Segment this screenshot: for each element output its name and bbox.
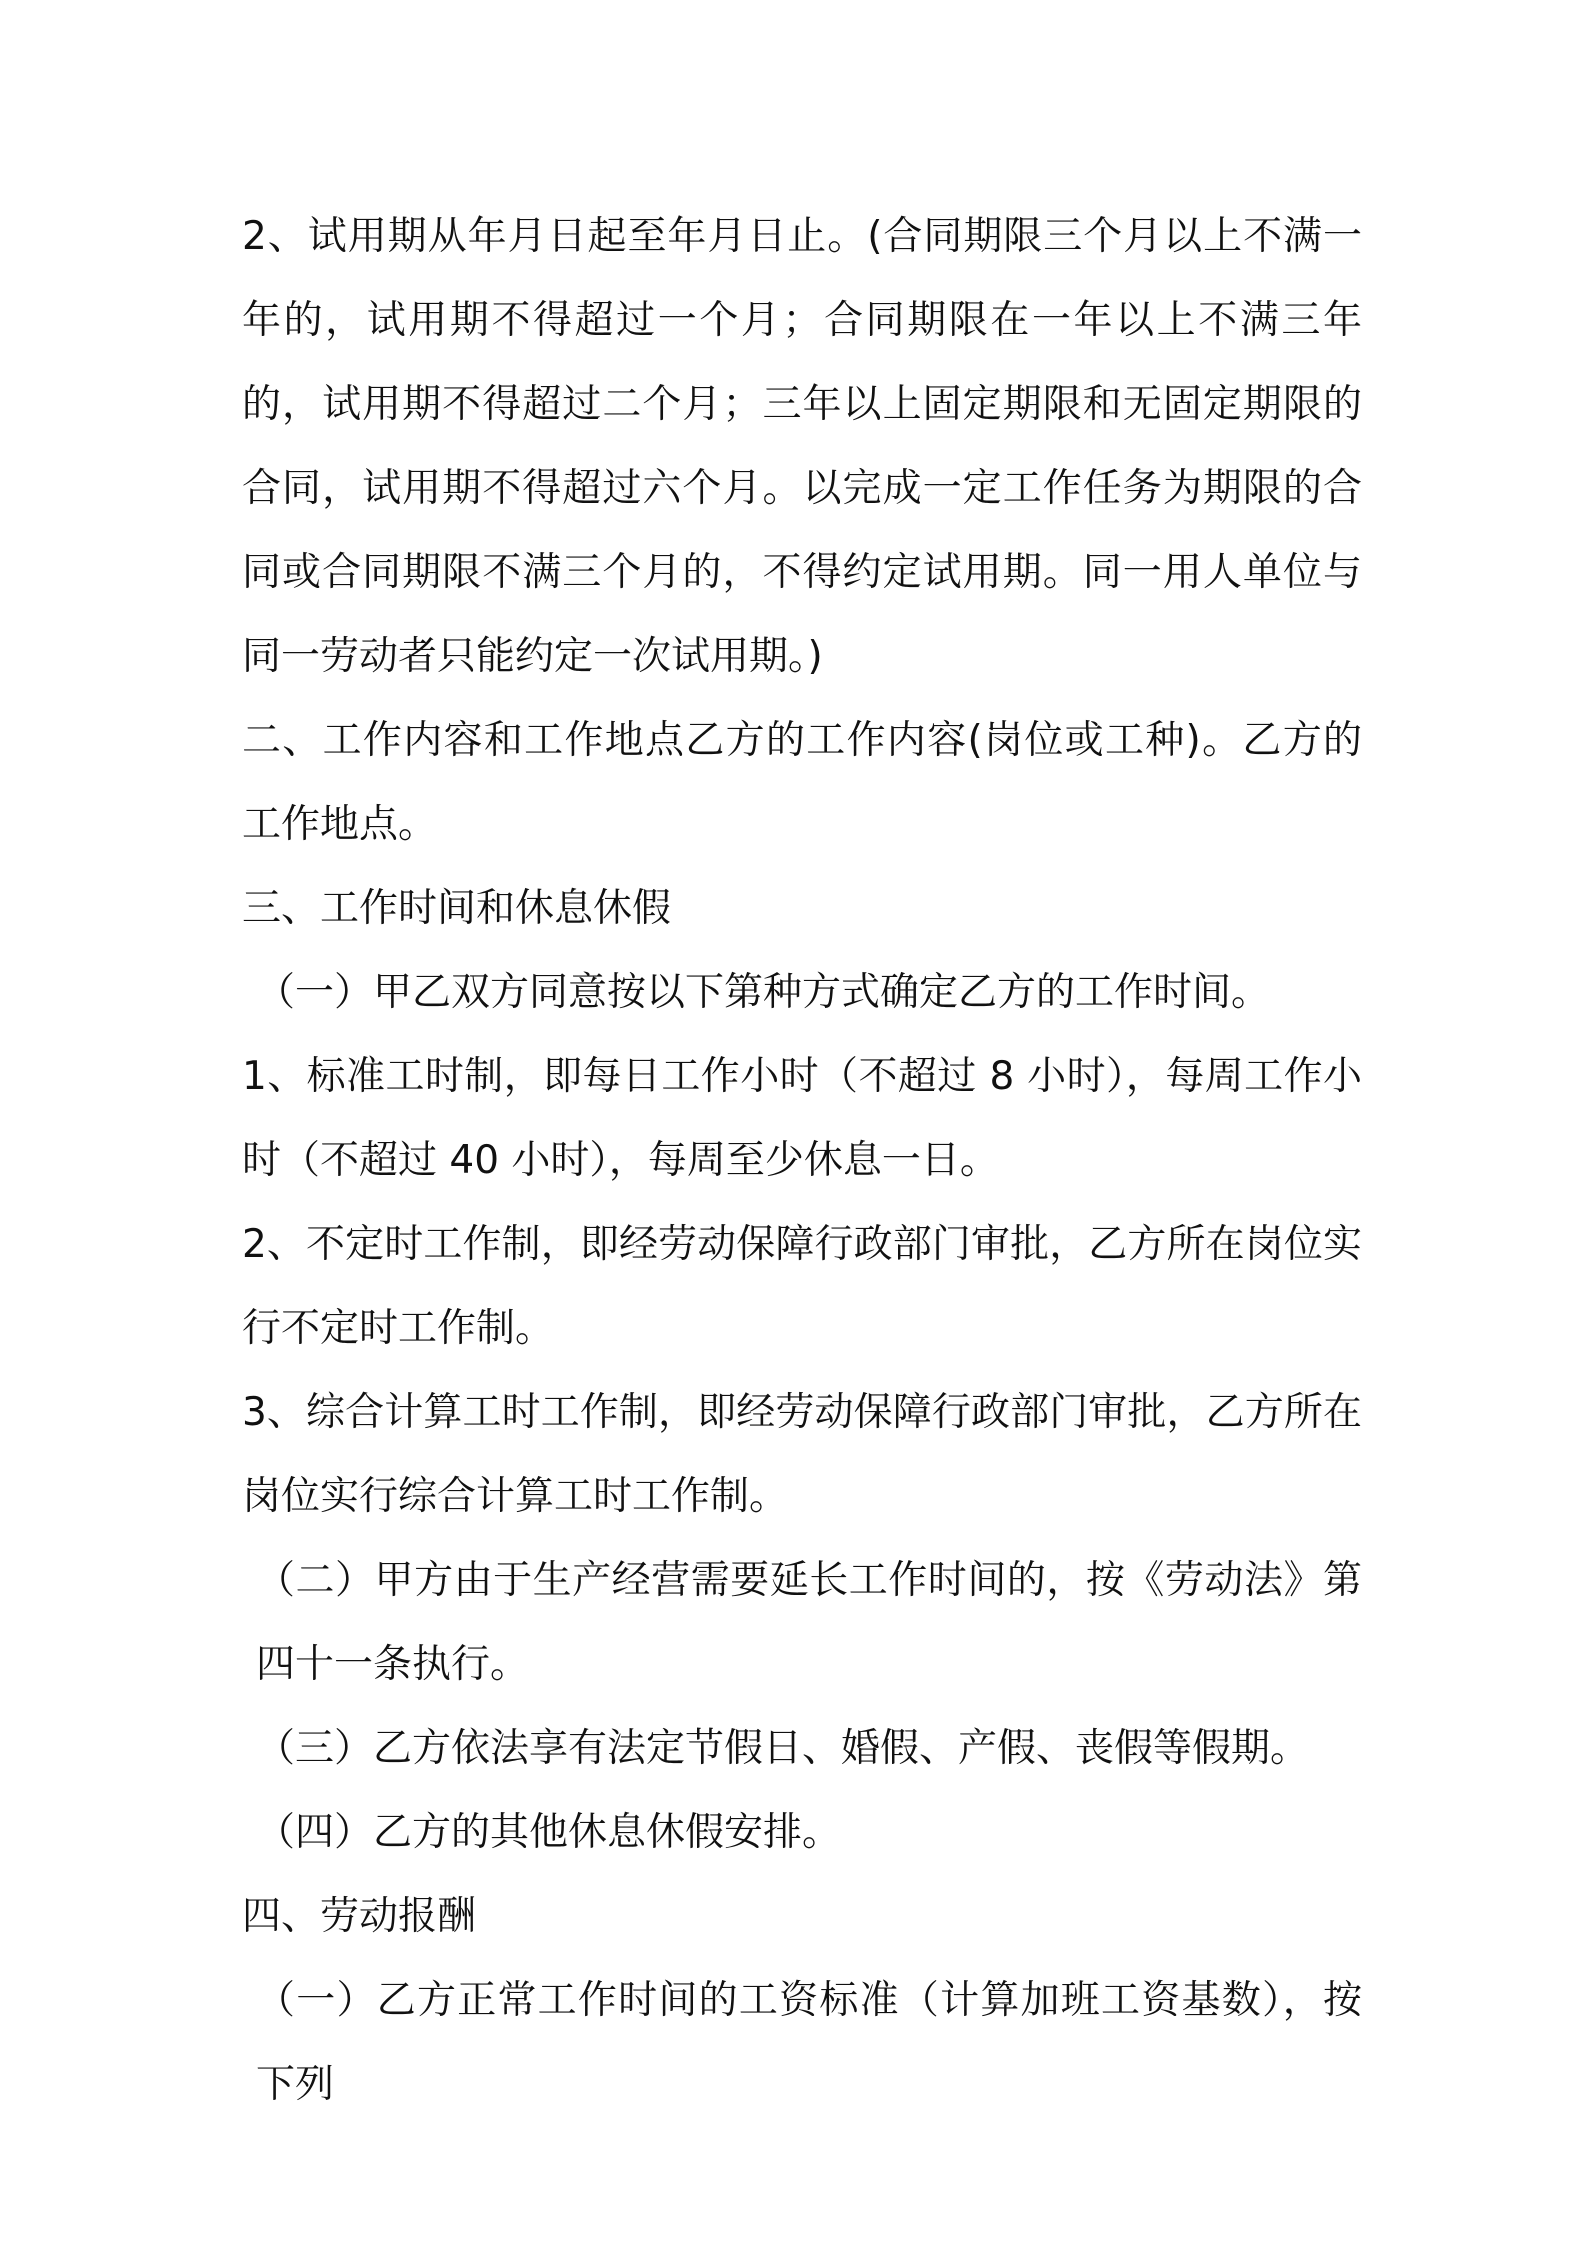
paragraph-work-content-location: 二、工作内容和工作地点乙方的工作内容(岗位或工种)。乙方的工作地点。 [242,718,1362,847]
paragraph-hours-method: （一）甲乙双方同意按以下第种方式确定乙方的工作时间。 [256,970,1271,1015]
paragraph-wage-standard: （一）乙方正常工作时间的工资标准（计算加班工资基数），按下列 [256,1978,1362,2107]
paragraph-overtime: （二）甲方由于生产经营需要延长工作时间的，按《劳动法》第四十一条执行。 [256,1558,1362,1687]
paragraph-standard-hours: 1、标准工时制，即每日工作小时（不超过 8 小时），每周工作小时（不超过 40 小时），每周至少休息一日。 [242,1054,1362,1183]
paragraph-flexible-hours: 2、不定时工作制，即经劳动保障行政部门审批，乙方所在岗位实行不定时工作制。 [242,1222,1362,1351]
paragraph-statutory-leave: （三）乙方依法享有法定节假日、婚假、产假、丧假等假期。 [256,1726,1310,1771]
paragraph-other-leave: （四）乙方的其他休息休假安排。 [256,1810,842,1855]
document-body [242,195,1362,2127]
paragraph-comprehensive-hours: 3、综合计算工时工作制，即经劳动保障行政部门审批，乙方所在岗位实行综合计算工时工作制。 [242,1390,1362,1519]
heading-remuneration: 四、劳动报酬 [242,1894,477,1939]
heading-working-hours-rest: 三、工作时间和休息休假 [242,886,672,931]
paragraph-probation-period: 2、试用期从年月日起至年月日止。(合同期限三个月以上不满一年的，试用期不得超过一个月；合同期限在一年以上不满三年的，试用期不得超过二个月；三年以上固定期限和无固定期限的合同，试用期不得超过六个月。以完成一定工作任务为期限的合同或合同期限不满三个月的，不得约定试用期。同一用人单位与同一劳动者只能约定一次试用期。) [242,214,1362,679]
